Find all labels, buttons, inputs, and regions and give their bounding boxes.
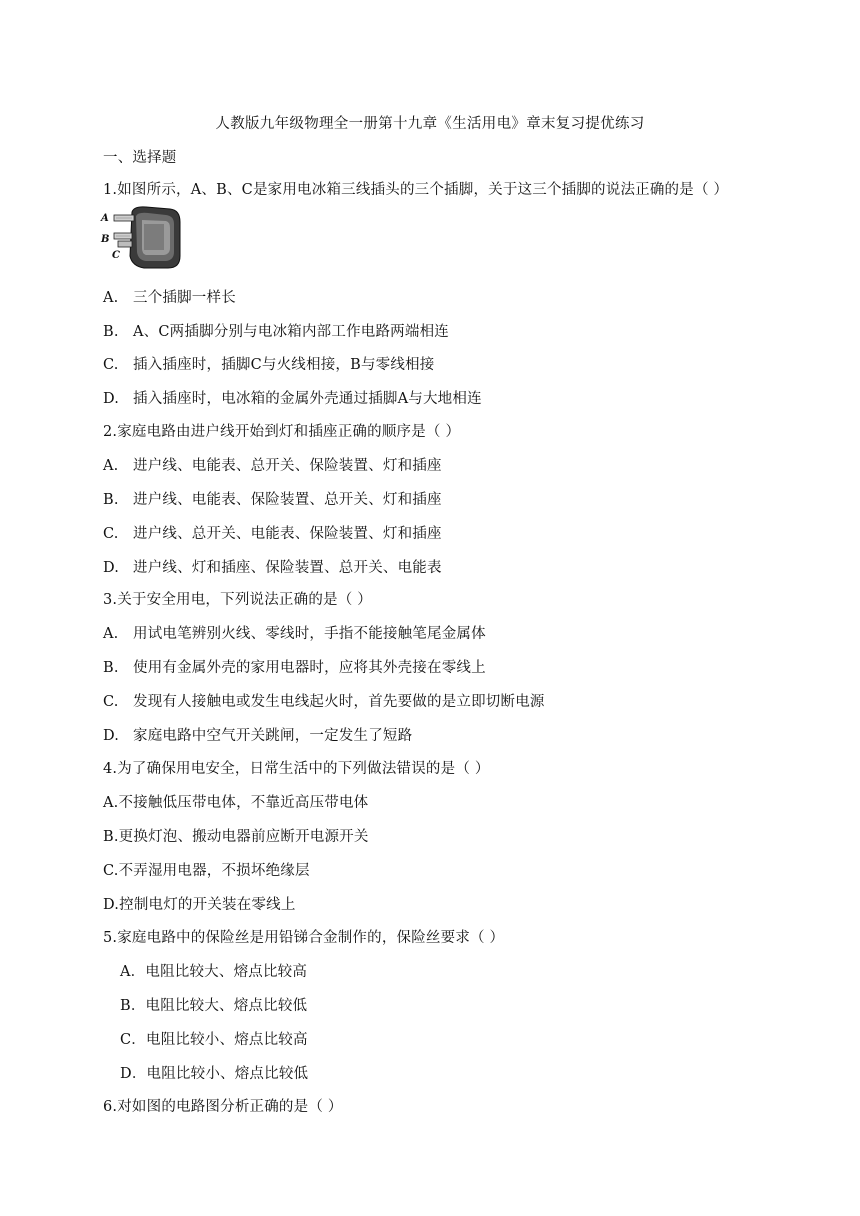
question-3-stem: 3.关于安全用电，下列说法正确的是（ ）: [103, 592, 372, 608]
q4-option-a: A.不接触低压带电体，不靠近高压带电体: [103, 795, 369, 811]
q2-option-a: A. 进户线、电能表、总开关、保险装置、灯和插座: [103, 458, 442, 474]
q4-option-c: C.不弄湿用电器，不损坏绝缘层: [103, 863, 310, 879]
question-1-stem: 1.如图所示，A、B、C是家用电冰箱三线插头的三个插脚，关于这三个插脚的说法正确的是（ ）: [103, 182, 729, 198]
q5-option-b: B．电阻比较大、熔点比较低: [120, 998, 308, 1014]
q2-option-d: D. 进户线、灯和插座、保险装置、总开关、电能表: [103, 560, 442, 576]
q5-option-c: C．电阻比较小、熔点比较高: [120, 1032, 308, 1048]
q5-option-d: D．电阻比较小、熔点比较低: [120, 1066, 309, 1082]
q2-option-c: C. 进户线、总开关、电能表、保险装置、灯和插座: [103, 526, 442, 542]
figure-label-a: A: [101, 213, 109, 224]
q1-option-c: C. 插入插座时，插脚C与火线相接，B与零线相接: [103, 357, 435, 373]
figure-label-b: B: [101, 234, 110, 245]
q3-option-b: B. 使用有金属外壳的家用电器时，应将其外壳接在零线上: [103, 660, 486, 676]
q4-option-b: B.更换灯泡、搬动电器前应断开电源开关: [103, 829, 369, 845]
q4-option-d: D.控制电灯的开关装在零线上: [103, 897, 296, 913]
q1-option-a: A. 三个插脚一样长: [103, 290, 236, 306]
three-pin-plug-figure: [100, 204, 184, 274]
page-title: 人教版九年级物理全一册第十九章《生活用电》章末复习提优练习: [215, 116, 645, 132]
question-4-stem: 4.为了确保用电安全，日常生活中的下列做法错误的是（ ）: [103, 761, 490, 777]
figure-label-c: C: [112, 250, 120, 261]
q1-option-b: B. A、C两插脚分别与电冰箱内部工作电路两端相连: [103, 324, 449, 340]
q5-option-a: A．电阻比较大、熔点比较高: [120, 964, 308, 980]
q3-option-c: C. 发现有人接触电或发生电线起火时，首先要做的是立即切断电源: [103, 694, 545, 710]
question-5-stem: 5.家庭电路中的保险丝是用铅锑合金制作的，保险丝要求（ ）: [103, 930, 505, 946]
question-6-stem: 6.对如图的电路图分析正确的是（ ）: [103, 1099, 343, 1115]
q1-option-d: D. 插入插座时，电冰箱的金属外壳通过插脚A与大地相连: [103, 391, 482, 407]
q2-option-b: B. 进户线、电能表、保险装置、总开关、灯和插座: [103, 492, 442, 508]
q3-option-a: A. 用试电笔辨别火线、零线时，手指不能接触笔尾金属体: [103, 626, 486, 642]
section-heading: 一、选择题: [103, 150, 177, 166]
question-2-stem: 2.家庭电路由进户线开始到灯和插座正确的顺序是（ ）: [103, 424, 461, 440]
q3-option-d: D. 家庭电路中空气开关跳闸，一定发生了短路: [103, 728, 413, 744]
